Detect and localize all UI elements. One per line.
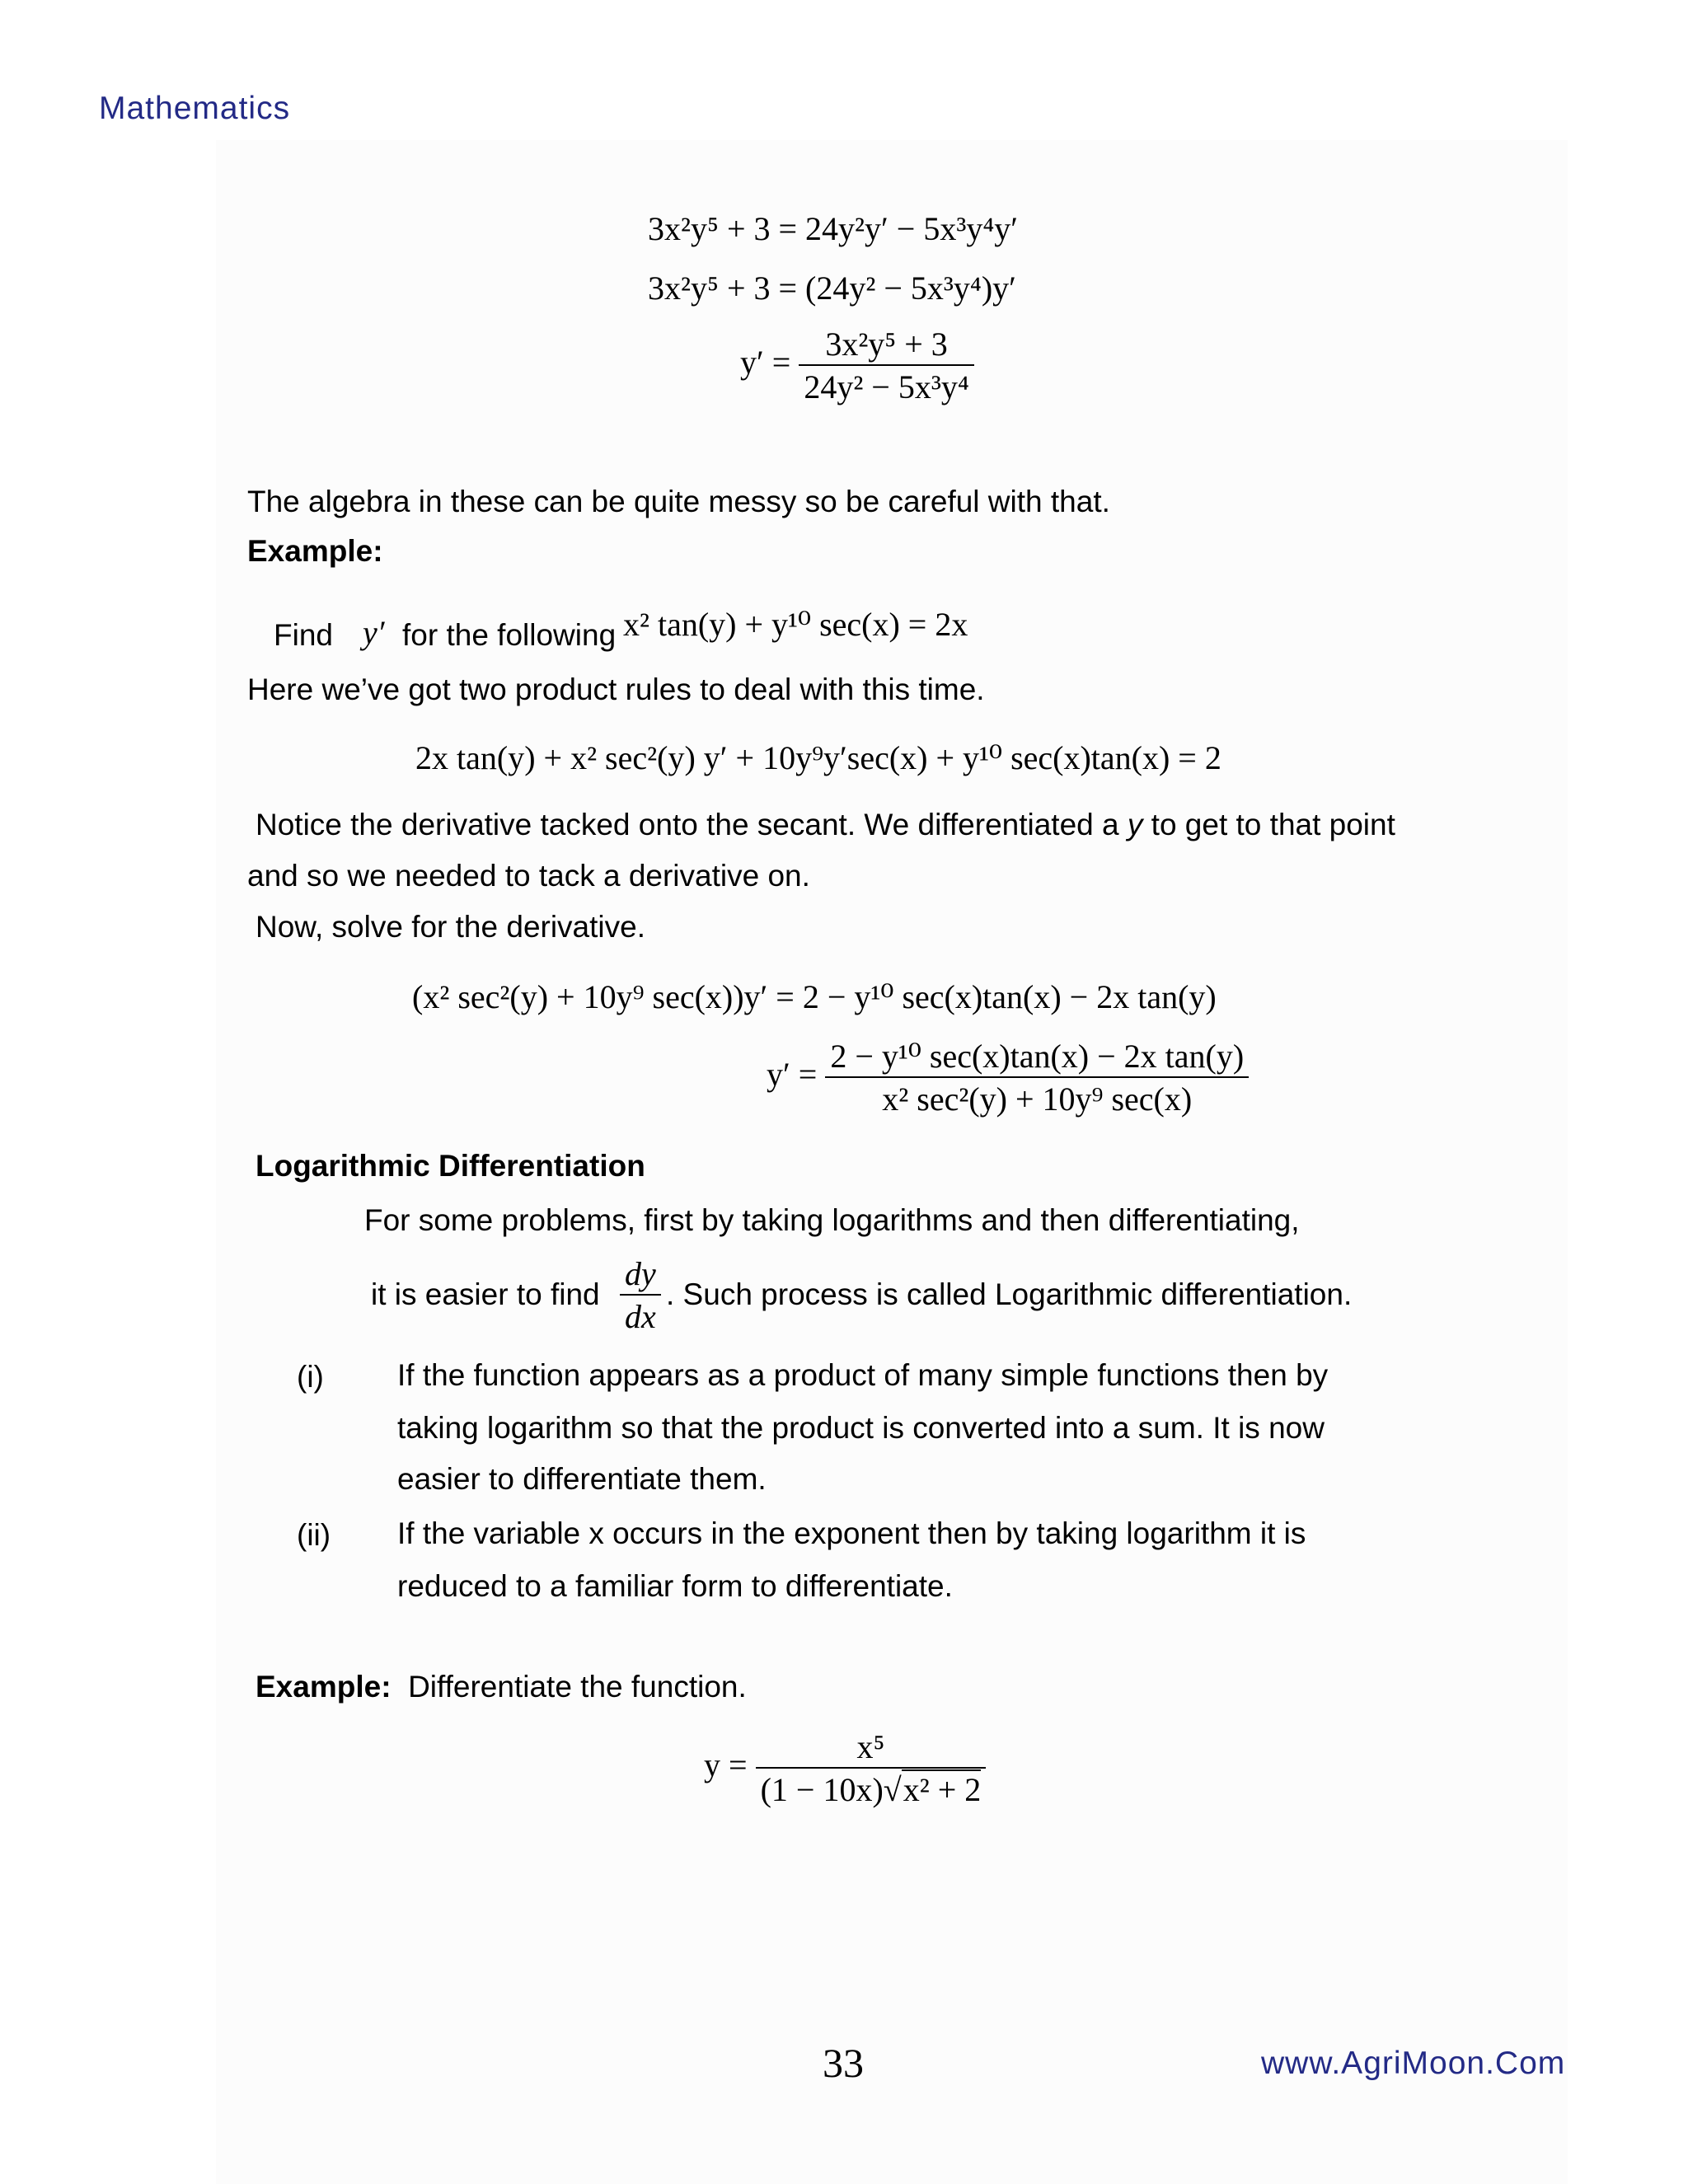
page-number: 33 [823,2040,864,2086]
list-item-number: (ii) [297,1518,331,1552]
for-following-label: for the following [402,618,617,652]
equation-line-2: 3x²y⁵ + 3 = (24y² − 5x³y⁴)y′ [648,269,1016,307]
easier-text: it is easier to find [371,1277,600,1311]
paragraph-product-rules: Here we’ve got two product rules to deal with this time. [247,673,985,706]
paragraph-notice-line-2: and so we needed to tack a derivative on. [247,859,810,893]
fraction-numerator: 3x²y⁵ + 3 [799,328,974,366]
example-2-line [256,1671,747,1702]
fraction-numerator: x⁵ [756,1731,987,1769]
example-equation: x² tan(y) + y¹⁰ sec(x) = 2x [623,606,968,643]
equation-fraction [756,1728,987,1808]
notice-text-b: to get to that point [1142,808,1395,841]
dy-numerator: dy [620,1258,661,1296]
fraction-denominator [756,1769,987,1807]
equation-line-1: 3x²y⁵ + 3 = 24y²y′ − 5x³y⁴y′ [648,210,1019,247]
paragraph-notice-line-1 [256,809,1395,840]
equation-solve-2 [767,1040,1249,1116]
equation-fraction [799,328,974,404]
list-item-line: If the variable x occurs in the exponent then by taking logarithm it is [397,1516,1306,1550]
section-title: Logarithmic Differentiation [256,1149,645,1183]
equation-fraction [825,1040,1249,1116]
sqrt-radicand: x² + 2 [903,1771,982,1808]
equation-lhs: y = [704,1746,748,1784]
equation-solve-1: (x² sec²(y) + 10y⁹ sec(x))y′ = 2 − y¹⁰ sec(x)tan(x) − 2x tan(y) [412,978,1217,1015]
example-text: Differentiate the function. [408,1670,747,1704]
page-header: Mathematics [99,91,291,126]
equation-lhs: y′ = [767,1056,818,1094]
sqrt-symbol: √ [883,1771,902,1808]
notice-y: y [1127,808,1143,841]
list-item-line: If the function appears as a product of many simple functions then by [397,1358,1329,1392]
dy-dx-fraction [620,1255,661,1335]
section-intro: For some problems, first by taking logarithms and then differentiating, [364,1203,1300,1237]
denominator-factor: (1 − 10x) [760,1771,884,1808]
notice-text-a: Notice the derivative tacked onto the secant. We differentiated a [256,808,1128,841]
equation-product-rule: 2x tan(y) + x² sec²(y) y′ + 10y⁹y′sec(x) + y¹⁰ sec(x)tan(x) = 2 [415,739,1221,776]
fraction-denominator: 24y² − 5x³y⁴ [804,368,969,405]
equation-lhs: y′ = [740,344,791,382]
list-item-line: easier to differentiate them. [397,1462,767,1496]
list-item-line: taking logarithm so that the product is converted into a sum. It is now [397,1411,1325,1445]
fraction-denominator: x² sec²(y) + 10y⁹ sec(x) [882,1080,1193,1118]
find-label: Find [274,618,333,652]
y-prime-symbol: y′ [363,614,385,651]
dx-denominator: dx [625,1298,656,1335]
equation-line-3 [740,328,974,404]
footer-url: www.AgriMoon.Com [1261,2046,1566,2081]
paragraph-algebra-note: The algebra in these can be quite messy so be careful with that. [247,485,1110,518]
example-label: Example: [256,1670,392,1704]
list-item-number: (i) [297,1360,324,1394]
fraction-numerator: 2 − y¹⁰ sec(x)tan(x) − 2x tan(y) [825,1040,1249,1078]
example-label: Example: [247,534,383,568]
paragraph-solve: Now, solve for the derivative. [256,910,645,944]
list-item-line: reduced to a familiar form to differentiate. [397,1569,953,1603]
equation-log-example [704,1728,986,1808]
derivative-fraction [620,1255,661,1335]
easier-text-b: . Such process is called Logarithmic differentiation. [666,1277,1353,1311]
